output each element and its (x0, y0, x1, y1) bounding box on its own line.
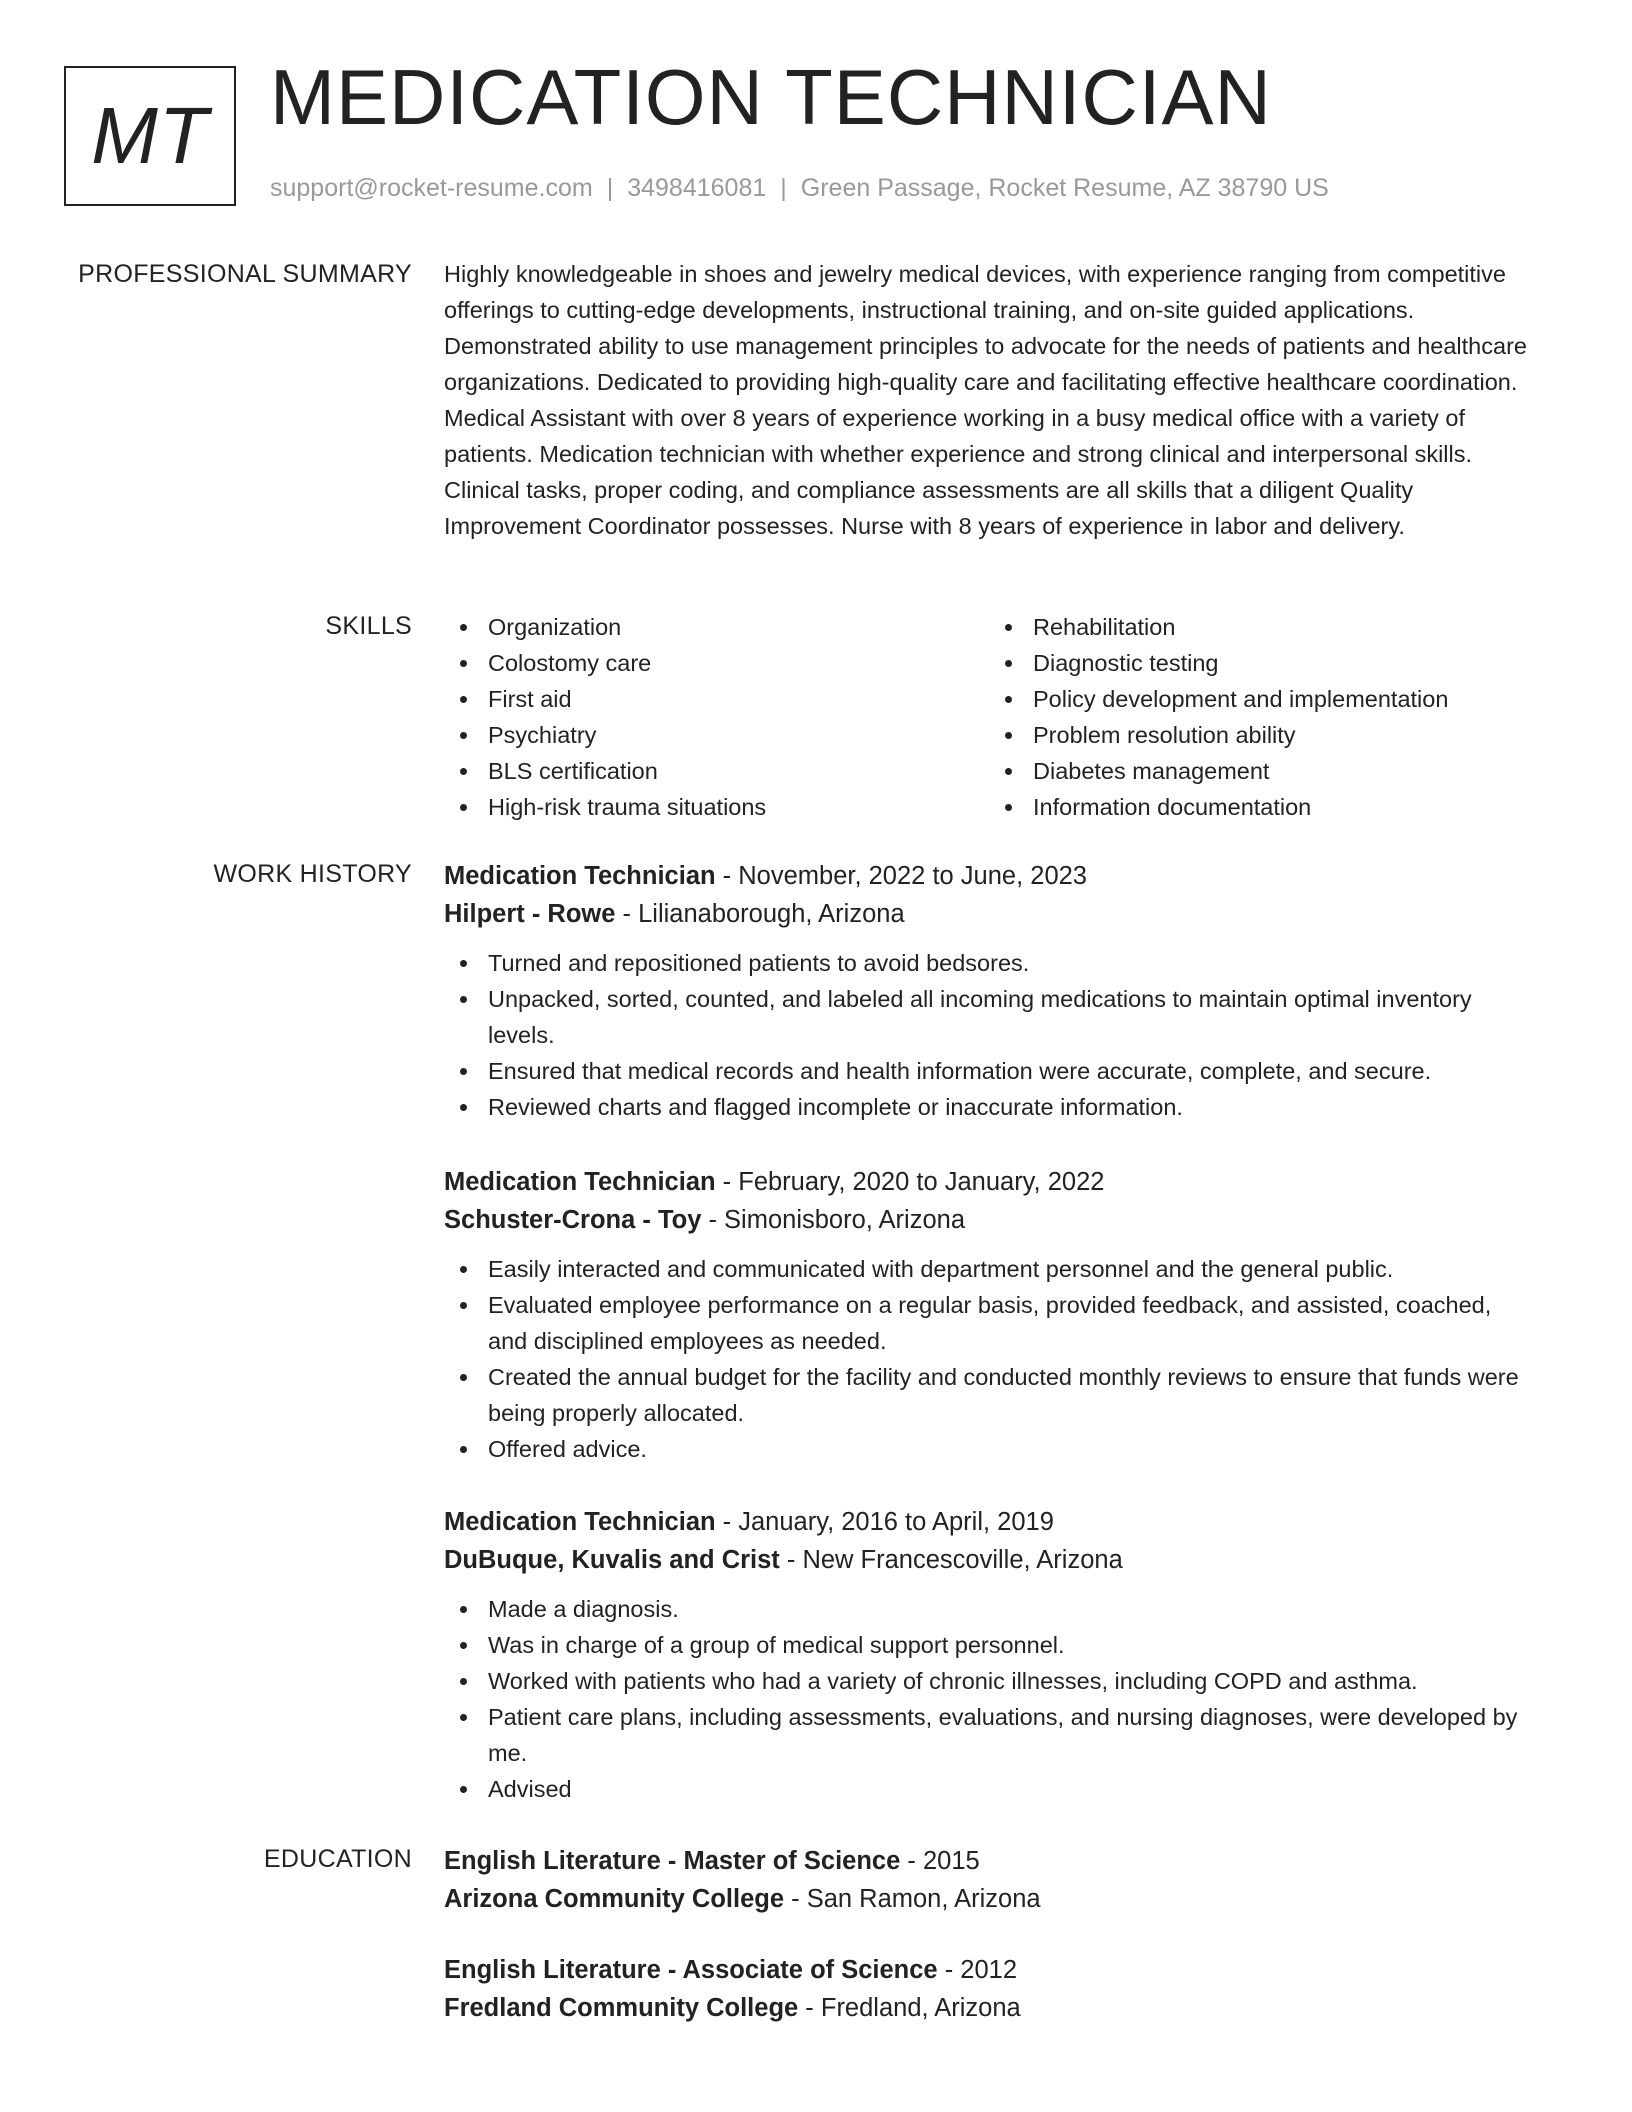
school-location: - San Ramon, Arizona (784, 1885, 1041, 1913)
job-location: - New Francescoville, Arizona (779, 1546, 1123, 1574)
job-entry (444, 1163, 1534, 1467)
skill-item: High-risk trauma situations (444, 789, 989, 825)
job-entry (444, 1503, 1534, 1807)
job-company-line (444, 1201, 1534, 1239)
job-duty: Ensured that medical records and health information were accurate, complete, and secure. (444, 1053, 1534, 1089)
job-duties (444, 945, 1534, 1125)
skill-item: Policy development and implementation (989, 681, 1534, 717)
education-heading: EDUCATION (263, 1845, 412, 1873)
school: Fredland Community College (444, 1994, 799, 2022)
job-duty: Turned and repositioned patients to avoid bedsores. (444, 945, 1534, 981)
job-title: Medication Technician (444, 1168, 716, 1196)
skill-item: First aid (444, 681, 989, 717)
school-location: - Fredland, Arizona (798, 1994, 1021, 2022)
job-duty: Worked with patients who had a variety of chronic illnesses, including COPD and asthma. (444, 1663, 1534, 1699)
monogram-logo: MT (64, 66, 236, 206)
job-title-line (444, 857, 1534, 895)
job-duty: Made a diagnosis. (444, 1591, 1534, 1627)
job-company: Hilpert - Rowe (444, 900, 616, 928)
work-history-heading: WORK HISTORY (213, 860, 412, 888)
skills-heading: SKILLS (325, 612, 412, 640)
skill-item: Problem resolution ability (989, 717, 1534, 753)
job-title-line (444, 1163, 1534, 1201)
job-duty: Easily interacted and communicated with department personnel and the general public. (444, 1251, 1534, 1287)
job-company: DuBuque, Kuvalis and Crist (444, 1546, 780, 1574)
skill-item: Rehabilitation (989, 609, 1534, 645)
degree: English Literature - Master of Science (444, 1847, 901, 1875)
resume-name: MEDICATION TECHNICIAN (270, 53, 1272, 141)
contact-line (270, 174, 1329, 203)
skills-section (444, 609, 1534, 825)
job-duty: Unpacked, sorted, counted, and labeled all incoming medications to maintain optimal inventory levels. (444, 981, 1534, 1053)
skill-item: Colostomy care (444, 645, 989, 681)
contact-separator: | (606, 174, 614, 202)
summary-heading: PROFESSIONAL SUMMARY (78, 260, 412, 288)
job-duty: Was in charge of a group of medical support personnel. (444, 1627, 1534, 1663)
degree-line (444, 1842, 1534, 1880)
school-line (444, 1989, 1534, 2027)
education-entry (444, 1842, 1534, 1918)
job-duty: Created the annual budget for the facility and conducted monthly reviews to ensure that funds were being properly allocated. (444, 1359, 1534, 1431)
job-entry (444, 857, 1534, 1125)
job-title-line (444, 1503, 1534, 1541)
job-company: Schuster-Crona - Toy (444, 1206, 702, 1234)
graduation-year: - 2015 (900, 1847, 980, 1875)
job-dates: - November, 2022 to June, 2023 (715, 862, 1087, 890)
job-location: - Lilianaborough, Arizona (615, 900, 905, 928)
job-duty: Reviewed charts and flagged incomplete or inaccurate information. (444, 1089, 1534, 1125)
skills-list-left (444, 609, 989, 825)
job-duty: Evaluated employee performance on a regular basis, provided feedback, and assisted, coached, and disciplined employees as needed. (444, 1287, 1534, 1359)
summary-text: Highly knowledgeable in shoes and jewelry medical devices, with experience ranging from competitive offerings to cutting-edge developments, instructional training, and on-site guided applications. Demonstrated ability to use management principles to advocate for the needs of patients and healthcare organizations. Dedicated to providing high-quality care and facilitating effective healthcare coordination. Medical Assistant with over 8 years of experience working in a busy medical office with a variety of patients. Medication technician with whether experience and strong clinical and interpersonal skills. Clinical tasks, proper coding, and compliance assessments are all skills that a diligent Quality Improvement Coordinator possesses. Nurse with 8 years of experience in labor and delivery. (444, 261, 1527, 539)
job-duties (444, 1251, 1534, 1467)
job-duty: Offered advice. (444, 1431, 1534, 1467)
skill-item: Psychiatry (444, 717, 989, 753)
skill-item: Organization (444, 609, 989, 645)
graduation-year: - 2012 (937, 1956, 1018, 1984)
skill-item: Diagnostic testing (989, 645, 1534, 681)
job-company-line (444, 895, 1534, 933)
job-duty: Patient care plans, including assessments, evaluations, and nursing diagnoses, were developed by me. (444, 1699, 1534, 1771)
job-duties (444, 1591, 1534, 1807)
job-title: Medication Technician (444, 1508, 716, 1536)
school: Arizona Community College (444, 1885, 785, 1913)
skill-item: Information documentation (989, 789, 1534, 825)
job-title: Medication Technician (444, 862, 716, 890)
contact-phone: 3498416081 (627, 174, 767, 202)
degree: English Literature - Associate of Science (444, 1956, 938, 1984)
skill-item: BLS certification (444, 753, 989, 789)
job-company-line (444, 1541, 1534, 1579)
contact-address: Green Passage, Rocket Resume, AZ 38790 US (800, 174, 1329, 202)
job-dates: - February, 2020 to January, 2022 (715, 1168, 1105, 1196)
education-entry (444, 1951, 1534, 2027)
job-duty: Advised (444, 1771, 1534, 1807)
job-dates: - January, 2016 to April, 2019 (715, 1508, 1054, 1536)
summary-section (444, 256, 1534, 544)
degree-line (444, 1951, 1534, 1989)
contact-separator: | (780, 174, 787, 202)
school-line (444, 1880, 1534, 1918)
skills-list-right (989, 609, 1534, 825)
job-location: - Simonisboro, Arizona (701, 1206, 966, 1234)
contact-email: support@rocket-resume.com (270, 174, 593, 202)
skill-item: Diabetes management (989, 753, 1534, 789)
